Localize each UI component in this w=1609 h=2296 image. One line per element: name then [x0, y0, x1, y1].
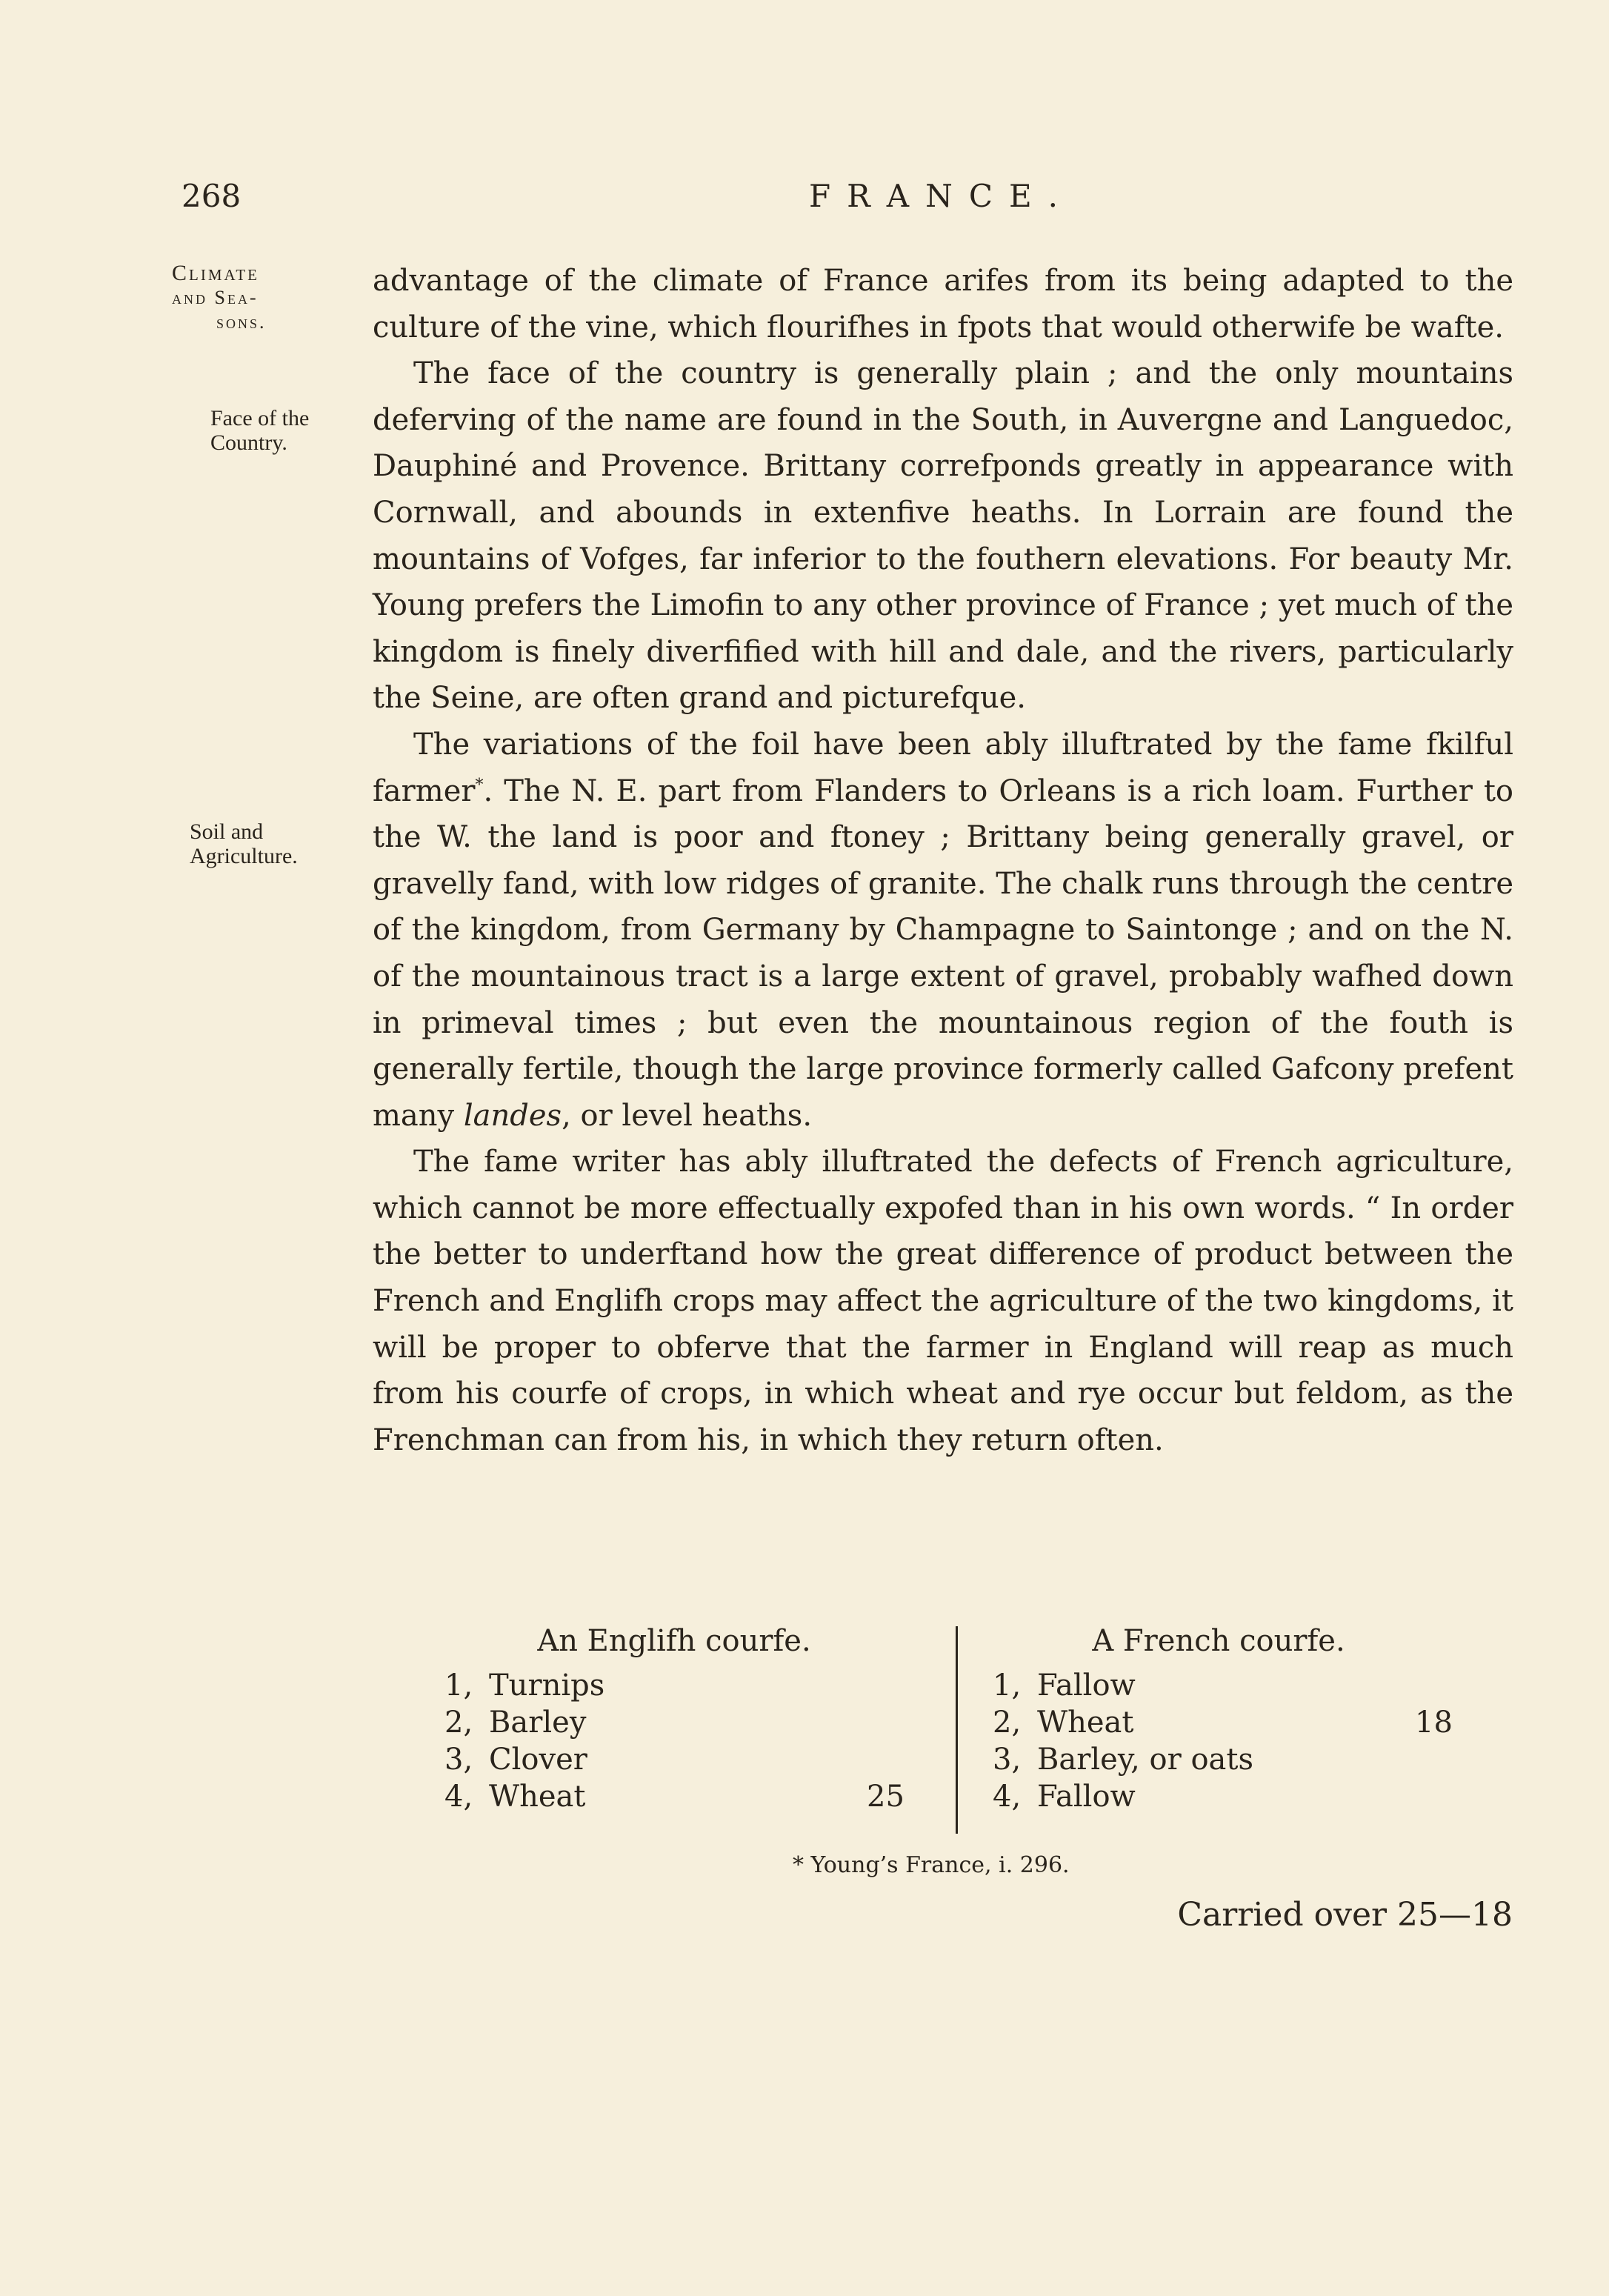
crop-name: Clover	[489, 1743, 587, 1777]
crop-name: Barley, or oats	[1037, 1743, 1253, 1777]
paragraph-soil-part1: The variations of the foil have been ably illuftrated by the fame fkilful farmer	[373, 727, 1513, 808]
row-number: 1,	[444, 1668, 473, 1703]
row-number: 4,	[993, 1780, 1022, 1814]
row-number: 3,	[993, 1743, 1022, 1777]
margin-note-soil	[190, 819, 360, 868]
english-course-column	[444, 1623, 905, 1815]
margin-note-climate-line3: sons.	[216, 311, 267, 333]
footnote: * Young’s France, i. 296.	[793, 1852, 1070, 1878]
paragraph-face-of-country: The face of the country is generally plain ; and the only mountains deferving of the name are found in the South, in Auvergne and Languedoc, Dauphiné and Provence. Brittany correfponds greatly in appearance with Cornwall, and abounds in extenfive heaths. In Lorrain are found the mountains of Vofges, far inferior to the fouthern elevations. For beauty Mr. Young prefers the Limofin to any other province of France ; yet much of the kingdom is finely diverfified with hill and dale, and the rivers, particularly the Seine, are often grand and picturefque.	[373, 356, 1513, 716]
paragraph-soil	[373, 722, 1513, 1139]
table-row	[444, 1704, 845, 1741]
table-row	[444, 1741, 845, 1778]
margin-note-climate-line2: and Sea-	[172, 287, 259, 308]
table-row	[444, 1778, 905, 1815]
margin-note-soil-line1: Soil and	[190, 819, 264, 844]
carried-over-total: Carried over 25—18	[1177, 1896, 1513, 1934]
margin-note-climate-line1: Climate	[172, 261, 259, 285]
italic-landes: landes	[463, 1098, 562, 1133]
table-row	[993, 1741, 1467, 1778]
crop-name: Wheat	[489, 1780, 586, 1814]
table-divider	[956, 1626, 958, 1834]
table-row	[993, 1667, 1467, 1704]
margin-note-face-line1: Face of the	[210, 406, 310, 430]
crop-name: Wheat	[1037, 1706, 1134, 1740]
english-course-heading: An Englifh courfe.	[537, 1624, 811, 1658]
paragraph-agriculture: The fame writer has ably illuftrated the defects of French agriculture, which cannot be more effectually expofed than in his own words. “ In order the better to underftand how the great difference of product between the French and Englifh crops may affect the agriculture of the two kingdoms, it will be proper to obferve that the farmer in England will reap as much from his courfe of crops, in which wheat and rye occur but feldom, as the Frenchman can from his, in which they return often.	[373, 1145, 1513, 1457]
paragraph-soil-part2: . The N. E. part from Flanders to Orleans is a rich loam. Further to the W. the land is poor and ftoney ; Brittany being generally gravel, or gravelly fand, with low ridges of granite. The chalk runs through the centre of the kingdom, from Germany by Champagne to Saintonge ; and on the N. of the mountainous tract is a large extent of gravel, probably wafhed down in primeval times ; but even the mountainous region of the fouth is generally fertile, though the large province formerly called Gafcony prefent many	[373, 773, 1513, 1133]
running-head: FRANCE.	[809, 178, 1074, 214]
margin-note-face	[210, 406, 381, 455]
row-number: 2,	[444, 1706, 473, 1740]
crop-name: Fallow	[1037, 1780, 1136, 1814]
margin-note-climate	[172, 261, 342, 334]
row-number: 1,	[993, 1668, 1022, 1703]
table-row	[993, 1704, 1467, 1741]
crop-yield-value: 18	[1415, 1706, 1453, 1740]
crop-name: Turnips	[489, 1668, 605, 1703]
row-number: 2,	[993, 1706, 1022, 1740]
french-course-heading: A French courfe.	[1092, 1624, 1345, 1658]
row-number: 4,	[444, 1780, 473, 1814]
crop-name: Fallow	[1037, 1668, 1136, 1703]
french-course-column	[993, 1623, 1467, 1815]
margin-note-soil-line2: Agriculture.	[190, 844, 298, 868]
paragraph-climate: advantage of the climate of France arifes from its being adapted to the culture of the vine, which flourifhes in fpots that would otherwife be wafte.	[373, 264, 1513, 345]
page-number: 268	[181, 178, 241, 214]
crop-yield-value: 25	[867, 1780, 905, 1814]
footnote-mark: *	[475, 776, 484, 795]
row-number: 3,	[444, 1743, 473, 1777]
crop-name: Barley	[489, 1706, 587, 1740]
margin-note-face-line2: Country.	[210, 430, 287, 455]
body-text	[373, 258, 1513, 1463]
table-row	[444, 1667, 845, 1704]
paragraph-soil-part3: , or level heaths.	[562, 1098, 813, 1133]
table-row	[993, 1778, 1467, 1815]
